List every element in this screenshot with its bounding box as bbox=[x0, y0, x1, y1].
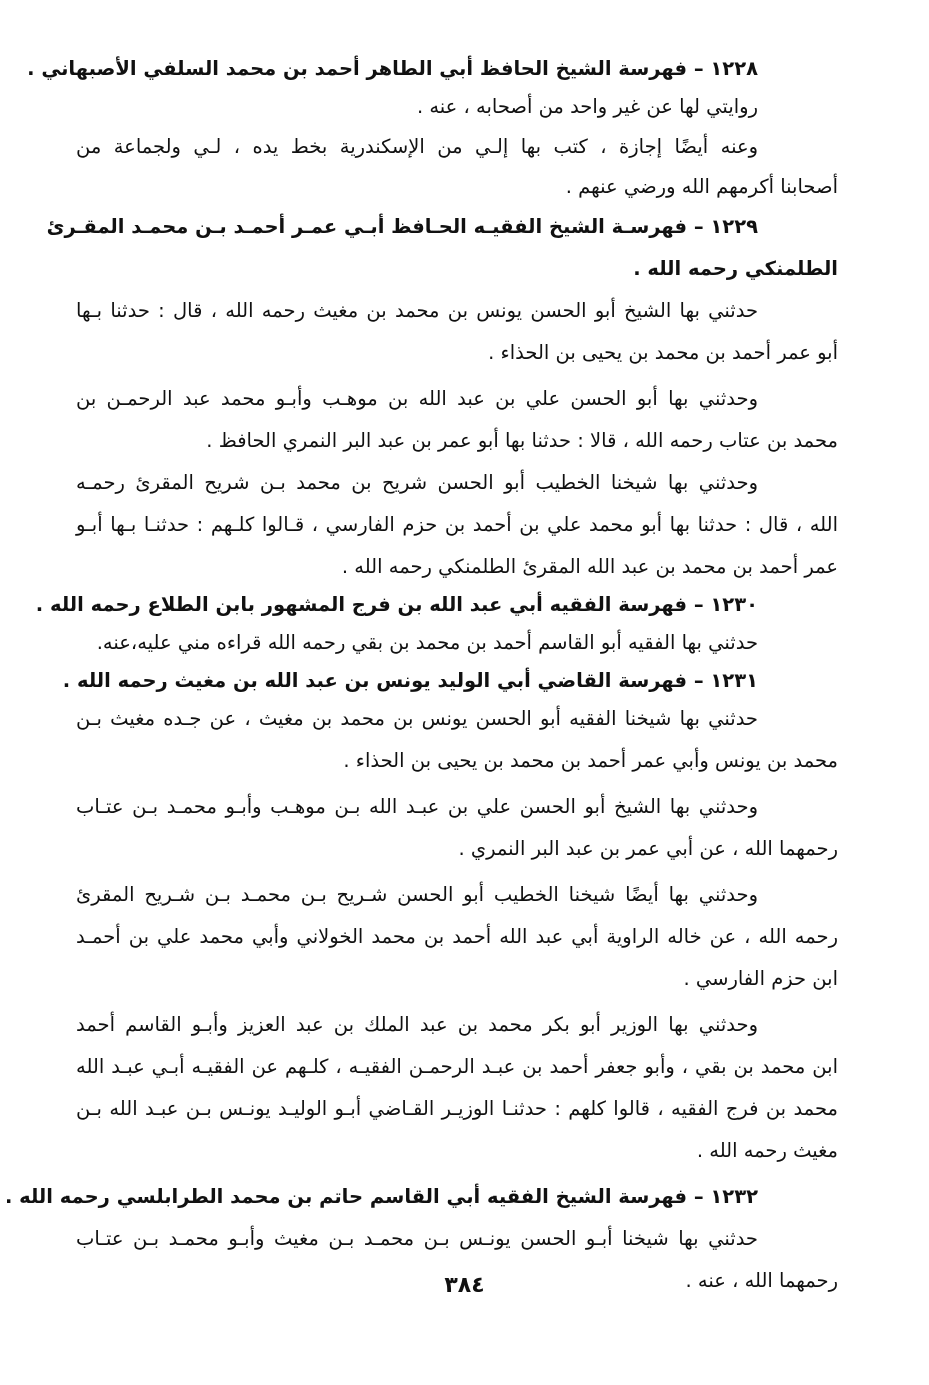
text-line: محمد بن يونس وأبي عمر أحمد بن محمد بن يحيى بن الحذاء . bbox=[343, 749, 838, 772]
text-line: حدثني بها الشيخ أبو الحسن يونس بن محمد بن مغيث رحمه الله ، قال : حدثنا بـها bbox=[76, 299, 758, 322]
text-line: حدثني بها شيخنا الفقيه أبو الحسن يونس بن محمد بن مغيث ، عن جـده مغيث بـن bbox=[76, 707, 758, 730]
text-line: وحدثني بها الوزير أبو بكر محمد بن عبد الملك بن عبد العزيز وأبـو القاسم أحمد bbox=[76, 1013, 758, 1036]
text-line: وحدثني بها شيخنا الخطيب أبو الحسن شريح بن محمد بـن شريح المقرئ رحمـه bbox=[76, 471, 758, 494]
text-line: وحدثني بها الشيخ أبو الحسن علي بن عبـد الله بـن موهـب وأبـو محمـد بـن عتـاب bbox=[76, 795, 758, 818]
text-line: رحمهما الله ، عن أبي عمر بن عبد البر النمري . bbox=[458, 837, 838, 860]
text-line: رحمه الله ، عن خاله الراوية أبي عبد الله أحمد بن محمد الخولاني وأبي محمد علي بن أحمـد bbox=[76, 925, 838, 948]
text-line: وعنه أيضًا إجازة ، كتب بها إلـي من الإسكندرية بخط يده ، لـي ولجماعة من bbox=[76, 135, 758, 158]
text-line: ابن حزم الفارسي . bbox=[683, 967, 838, 990]
entry-1228-heading: ١٢٢٨ – فهرسة الشيخ الحافظ أبي الطاهر أحمد بن محمد السلفي الأصبهاني . bbox=[27, 57, 758, 80]
entry-1231-heading: ١٢٣١ – فهرسة القاضي أبي الوليد يونس بن عبد الله بن مغيث رحمه الله . bbox=[62, 669, 758, 692]
entry-1230-heading: ١٢٣٠ – فهرسة الفقيه أبي عبد الله بن فرج المشهور بابن الطلاع رحمه الله . bbox=[35, 593, 758, 616]
text-line: رحمهما الله ، عنه . bbox=[685, 1269, 838, 1292]
page-number: ٣٨٤ bbox=[444, 1273, 485, 1298]
text-line: وحدثني بها أيضًا شيخنا الخطيب أبو الحسن شـريح بـن محمـد بـن شـريح المقرئ bbox=[76, 883, 758, 906]
text-line: حدثني بها شيخنا أبـو الحسن يونـس بـن محمـد بـن مغيث وأبـو محمـد بـن عتـاب bbox=[76, 1227, 758, 1250]
text-line: أصحابنا أكرمهم الله ورضي عنهم . bbox=[565, 175, 838, 198]
entry-1232-heading: ١٢٣٢ – فهرسة الشيخ الفقيه أبي القاسم حاتم بن محمد الطرابلسي رحمه الله . bbox=[4, 1185, 758, 1208]
text-line: عمر أحمد بن محمد بن عبد الله المقرئ الطلمنكي رحمه الله . bbox=[341, 555, 838, 578]
text-line: ابن محمد بن بقي ، وأبو جعفر أحمد بن عبـد الرحمـن الفقيـه ، كلـهم عن الفقيـه أبـي عبـد الله bbox=[76, 1055, 838, 1078]
text-line: أبو عمر أحمد بن محمد بن يحيى بن الحذاء . bbox=[488, 341, 838, 364]
text-line: الله ، قال : حدثنا بها أبو محمد علي بن أحمد بن حزم الفارسي ، قـالوا كلـهم : حدثنـا بـها أبـو bbox=[76, 513, 838, 536]
text-line: وحدثني بها أبو الحسن علي بن عبد الله بن موهـب وأبـو محمد عبد الرحمـن بن bbox=[76, 387, 758, 410]
text-line: محمد بن فرج الفقيه ، قالوا كلهم : حدثنـا الوزيـر القـاضي أبـو الوليـد يونـس بـن عبـد الله بـن bbox=[76, 1097, 838, 1120]
text-line: محمد بن عتاب رحمه الله ، قالا : حدثنا بها أبو عمر بن عبد البر النمري الحافظ . bbox=[206, 429, 838, 452]
text-line: مغيث رحمه الله . bbox=[696, 1139, 838, 1162]
page-body bbox=[4, 56, 838, 1294]
text-line: حدثني بها الفقيه أبو القاسم أحمد بن محمد بن بقي رحمه الله قراءه مني عليه،عنه. bbox=[96, 631, 758, 654]
entry-1229-heading: ١٢٢٩ – فهرسـة الشيخ الفقيـه الحـافظ أبـي عمـر أحمـد بـن محمـد المقـرئ bbox=[46, 215, 758, 238]
text-line: روايتي لها عن غير واحد من أصحابه ، عنه . bbox=[416, 95, 758, 118]
entry-1229-heading-cont: الطلمنكي رحمه الله . bbox=[633, 257, 838, 280]
